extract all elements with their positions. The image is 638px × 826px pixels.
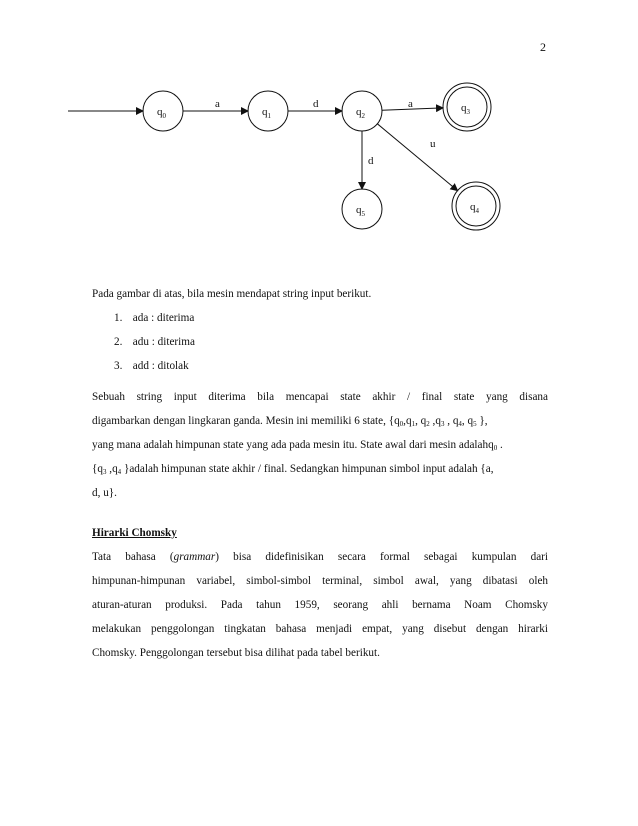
svg-text:q5: $q_5$ xyxy=(356,204,365,218)
transition-label: u xyxy=(430,138,436,150)
state-q3 xyxy=(443,83,491,131)
svg-text:q3: $q_3$ xyxy=(461,102,470,116)
para-line: {$q_3$ $,q_4$ }adalah himpunan state akhir / final. Sedangkan himpunan simbol input adalah {a, xyxy=(92,463,494,476)
intro-text: Pada gambar di atas, bila mesin mendapat string input berikut. xyxy=(92,288,372,300)
svg-text:q4: $q_4$ xyxy=(470,201,479,215)
transition-label: a xyxy=(215,98,220,110)
para-line: Sebuah string input diterima bila mencapai state akhir / final state yang disana xyxy=(92,391,548,403)
paragraph-states xyxy=(92,385,548,505)
state-q0 xyxy=(143,91,183,131)
final-state-set: $q_3$ $,q_4$ xyxy=(97,463,122,476)
para-line: himpunan-himpunan variabel, simbol-simbol terminal, simbol awal, yang dibatasi oleh xyxy=(92,575,548,587)
svg-text:q0: $q_0$ xyxy=(157,106,166,120)
para-line: Tata bahasa (grammar) bisa didefinisikan secara formal sebagai kumpulan dari xyxy=(92,551,548,563)
example-list xyxy=(92,306,570,378)
state-q1 xyxy=(248,91,288,131)
paragraph-chomsky xyxy=(92,545,548,665)
transition-q2-q4 xyxy=(377,124,457,191)
state-q4 xyxy=(452,182,500,230)
para-line: Chomsky. Penggolongan tersebut bisa dilihat pada tabel berikut. xyxy=(92,647,380,659)
initial-state: $q_0$ xyxy=(488,439,498,452)
transition-label: d xyxy=(313,98,319,110)
svg-text:q2: $q_2$ xyxy=(356,106,365,120)
state-q2 xyxy=(342,91,382,131)
para-line: d, u}. xyxy=(92,487,117,499)
list-item: 1. ada : diterima xyxy=(114,312,195,324)
page-number: 2 xyxy=(540,40,546,54)
state-q5 xyxy=(342,189,382,229)
list-item: 2. adu : diterima xyxy=(114,336,195,348)
state-diagram xyxy=(0,0,638,260)
para-line: melakukan penggolongan tingkatan bahasa menjadi empat, yang disebut dengan hirarki xyxy=(92,623,548,635)
section-heading: Hirarki Chomsky xyxy=(92,527,177,539)
svg-text:q1: $q_1$ xyxy=(262,106,271,120)
para-line: yang mana adalah himpunan state yang ada pada mesin itu. State awal dari mesin adalahq$_0$ . xyxy=(92,439,503,452)
para-line: digambarkan dengan lingkaran ganda. Mesin ini memiliki 6 state, {$q_0,q_1$, $q_2$ $,q_3$ , $q_4$, $q_5$ }, xyxy=(92,415,488,428)
transition-label: d xyxy=(368,155,374,167)
list-item: 3. add : ditolak xyxy=(114,360,189,372)
para-line: aturan-aturan produksi. Pada tahun 1959, seorang ahli bernama Noam Chomsky xyxy=(92,599,548,611)
transition-label: a xyxy=(408,98,413,110)
state-set: $q_0,q_1$, $q_2$ $,q_3$ , $q_4$, $q_5$ xyxy=(394,415,477,428)
